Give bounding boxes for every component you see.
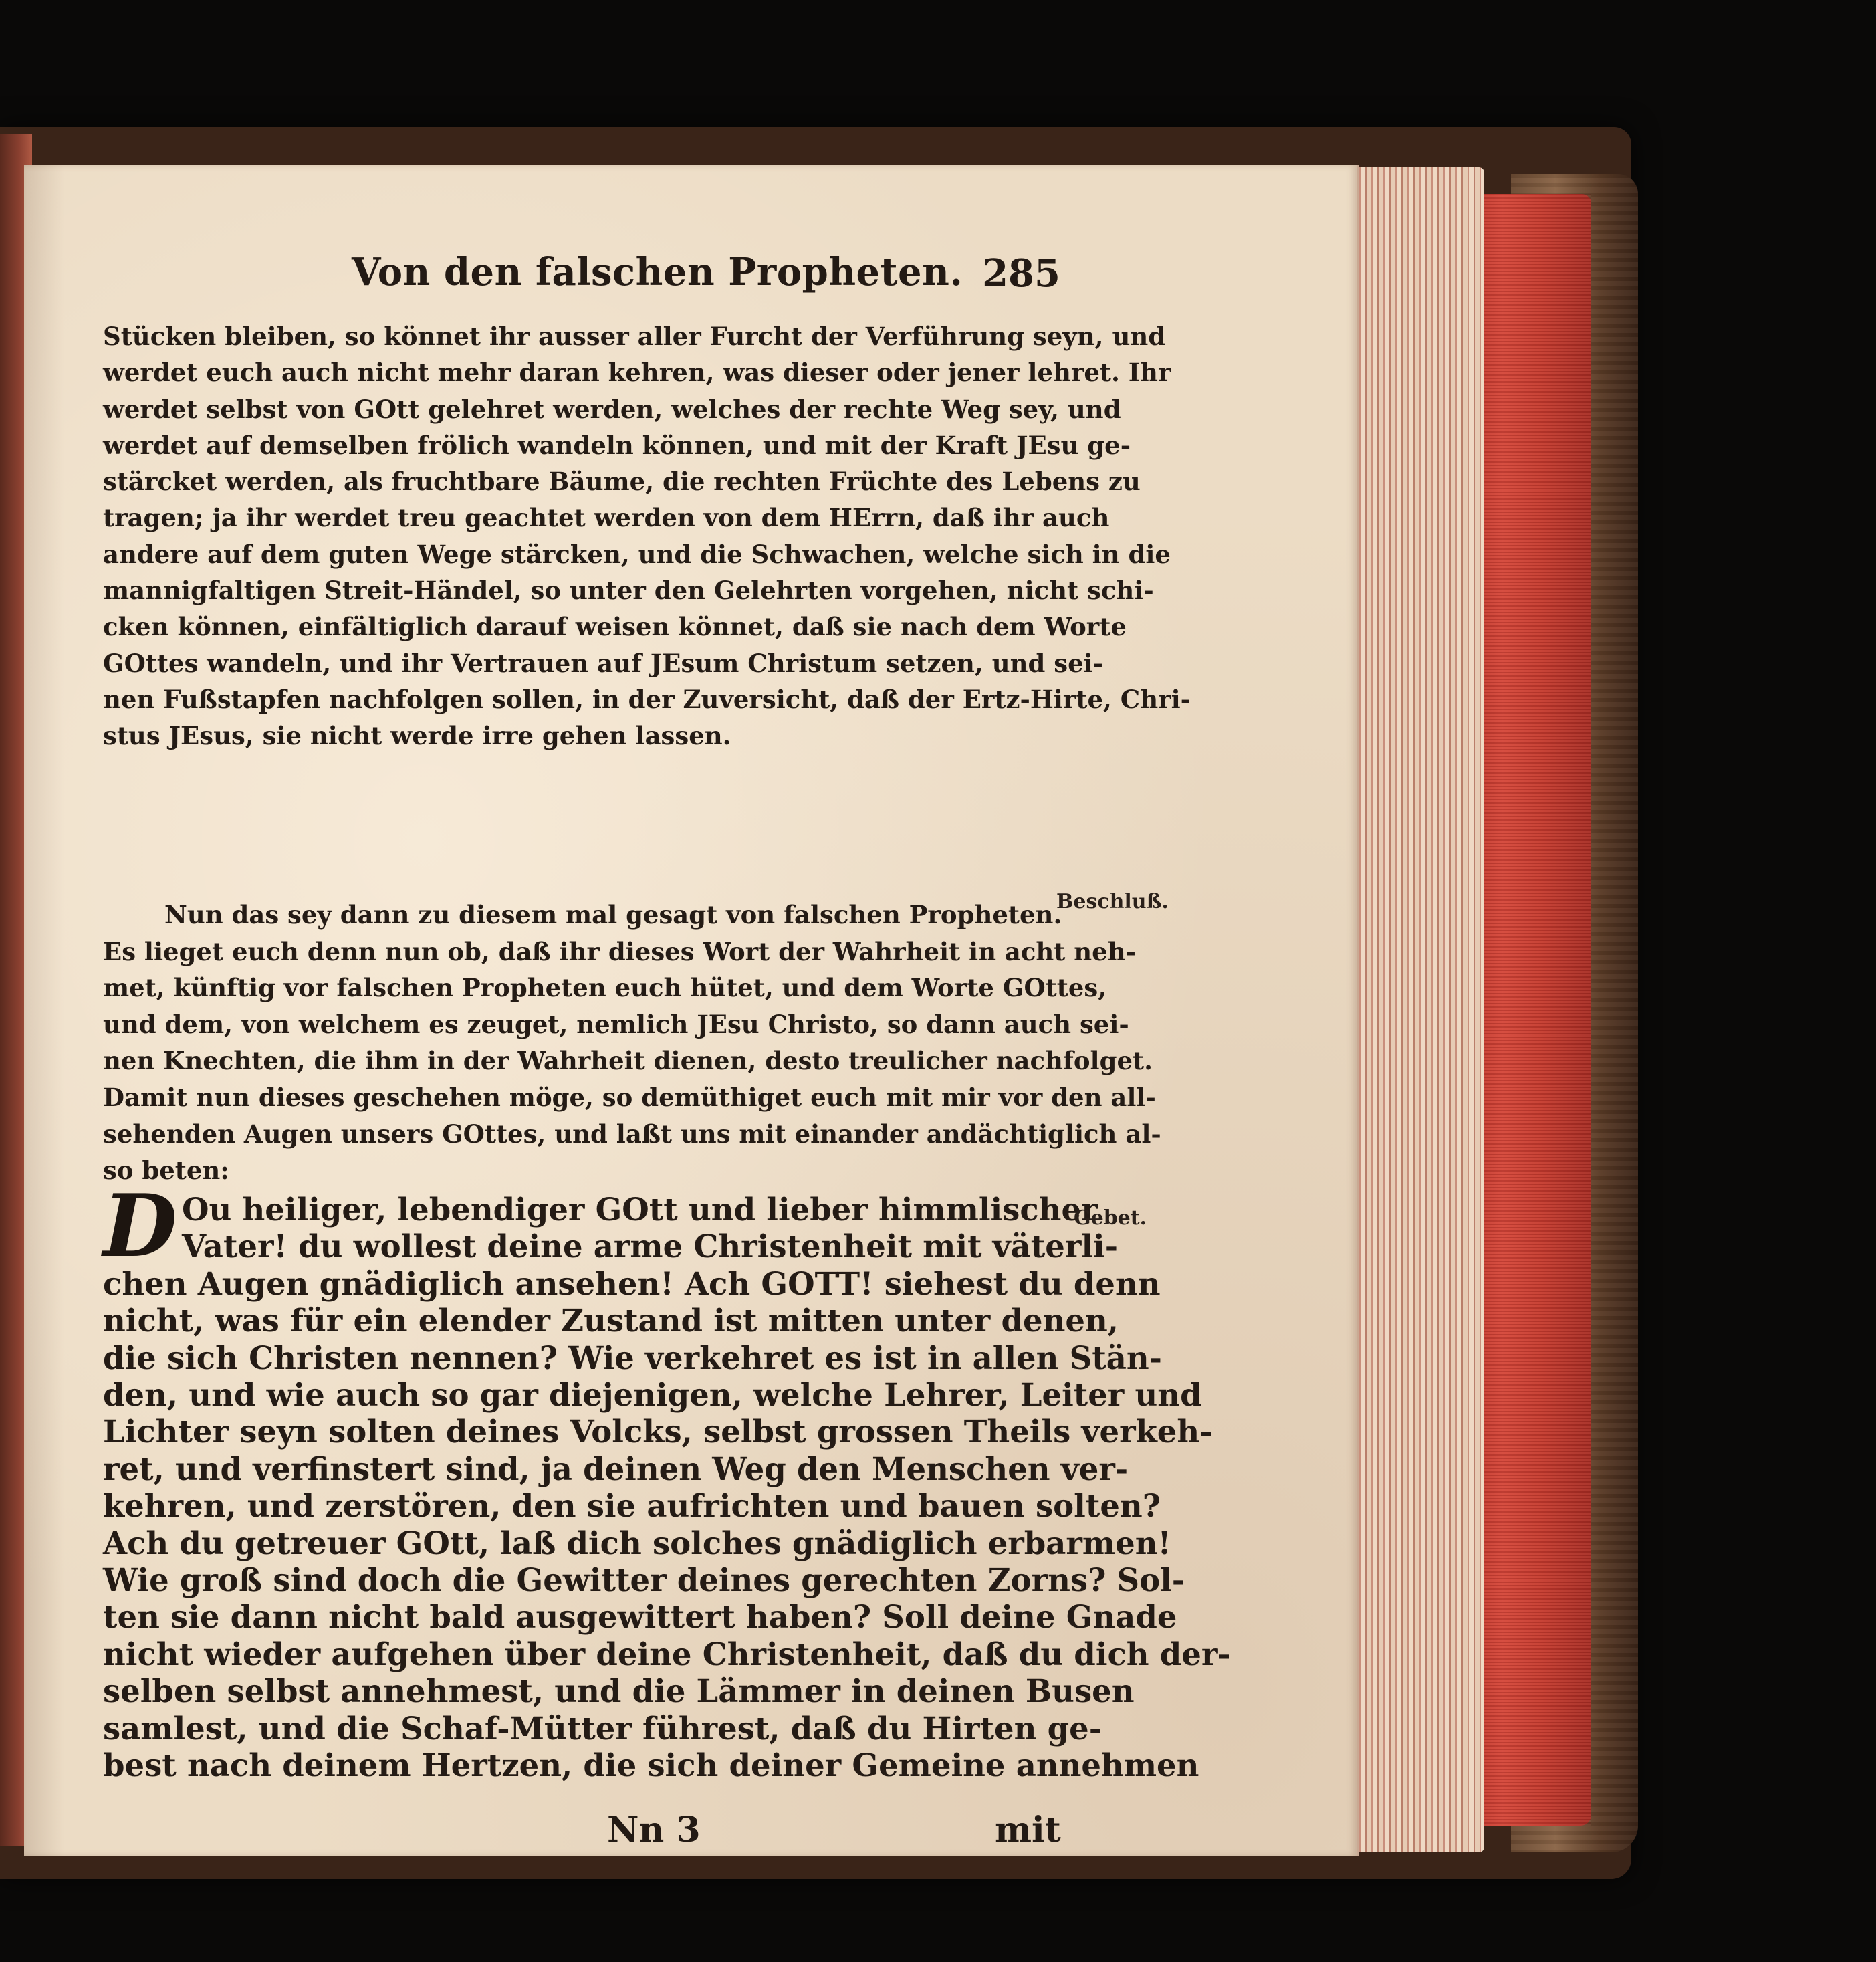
text-line: met, künftig vor falschen Propheten euch hütet, und dem Worte GOttes,: [103, 973, 1107, 1003]
text-line: die sich Christen nennen? Wie verkehret es ist in allen Stän-: [103, 1339, 1162, 1376]
text-line: sehenden Augen unsers GOttes, und laßt uns mit einander andächtiglich al-: [103, 1119, 1161, 1149]
paragraph-continuation: [103, 318, 1191, 754]
text-line: nen Knechten, die ihm in der Wahrheit dienen, desto treulicher nachfolget.: [103, 1046, 1153, 1076]
running-title: Von den falschen Propheten.: [352, 250, 963, 294]
text-line: nen Fußstapfen nachfolgen sollen, in der Zuversicht, daß der Ertz-Hirte, Chri-: [103, 684, 1191, 714]
text-line: samlest, und die Schaf-Mütter führest, daß du Hirten ge-: [103, 1709, 1102, 1747]
text-line: chen Augen gnädiglich ansehen! Ach GOTT! siehest du denn: [103, 1265, 1161, 1302]
text-line: Es lieget euch denn nun ob, daß ihr dieses Wort der Wahrheit in acht neh-: [103, 936, 1136, 966]
text-line: und dem, von welchem es zeuget, nemlich JEsu Christo, so dann auch sei-: [103, 1009, 1129, 1039]
text-line: so beten:: [103, 1156, 229, 1186]
drop-cap: D: [103, 1176, 177, 1277]
margin-note-prayer: Gebet.: [1074, 1206, 1147, 1230]
text-line: andere auf dem guten Wege stärcken, und die Schwachen, welche sich in die: [103, 539, 1171, 569]
text-line: mannigfaltigen Streit-Händel, so unter den Gelehrten vorgehen, nicht schi-: [103, 576, 1154, 606]
text-line: tragen; ja ihr werdet treu geachtet werden von dem HErrn, daß ihr auch: [103, 503, 1110, 533]
text-line: werdet euch auch nicht mehr daran kehren, was dieser oder jener lehret. Ihr: [103, 358, 1171, 388]
text-line: stus JEsus, sie nicht werde irre gehen lassen.: [103, 721, 731, 751]
margin-note-conclusion: Beschluß.: [1056, 890, 1169, 913]
book-page: [24, 165, 1359, 1856]
signature-mark: Nn 3: [607, 1810, 701, 1850]
text-line: Stücken bleiben, so könnet ihr ausser aller Furcht der Verführung seyn, und: [103, 322, 1166, 351]
page-header: [338, 250, 1060, 304]
text-line: nicht wieder aufgehen über deine Christenheit, daß du dich der-: [103, 1635, 1231, 1672]
catchword: mit: [995, 1810, 1061, 1850]
text-line: ten sie dann nicht bald ausgewittert haben? Soll deine Gnade: [103, 1598, 1177, 1636]
text-line: Damit nun dieses geschehen möge, so demüthiget euch mit mir vor den all-: [103, 1082, 1156, 1112]
text-line: Ach du getreuer GOtt, laß dich solches gnädiglich erbarmen!: [103, 1524, 1171, 1561]
text-line: werdet selbst von GOtt gelehret werden, welches der rechte Weg sey, und: [103, 394, 1121, 424]
text-line: Nun das sey dann zu diesem mal gesagt von falschen Propheten.: [164, 900, 1062, 930]
text-line: GOttes wandeln, und ihr Vertrauen auf JEsum Christum setzen, und sei-: [103, 648, 1104, 678]
text-line: ret, und verfinstert sind, ja deinen Weg den Menschen ver-: [103, 1450, 1129, 1487]
text-line: selben selbst annehmest, und die Lämmer in deinen Busen: [103, 1672, 1135, 1710]
text-line: Wie groß sind doch die Gewitter deines gerechten Zorns? Sol-: [103, 1561, 1185, 1599]
text-line: nicht, was für ein elender Zustand ist mitten unter denen,: [103, 1302, 1119, 1339]
text-line: Lichter seyn solten deines Volcks, selbst grossen Theils verkeh-: [103, 1413, 1213, 1450]
text-line: den, und wie auch so gar diejenigen, welche Lehrer, Leiter und: [103, 1376, 1202, 1414]
page-number: 285: [982, 251, 1060, 296]
text-line: stärcket werden, als fruchtbare Bäume, die rechten Früchte des Lebens zu: [103, 467, 1141, 497]
text-line: Ou heiliger, lebendiger GOtt und lieber himmlischer: [182, 1191, 1098, 1228]
text-line: werdet auf demselben frölich wandeln können, und mit der Kraft JEsu ge-: [103, 430, 1131, 460]
text-line: cken können, einfältiglich darauf weisen könnet, daß sie nach dem Worte: [103, 612, 1127, 642]
text-line: Vater! du wollest deine arme Christenheit mit väterli-: [182, 1228, 1118, 1265]
text-line: best nach deinem Hertzen, die sich deiner Gemeine annehmen: [103, 1747, 1199, 1784]
text-line: kehren, und zerstören, den sie aufrichten und bauen solten?: [103, 1487, 1161, 1525]
